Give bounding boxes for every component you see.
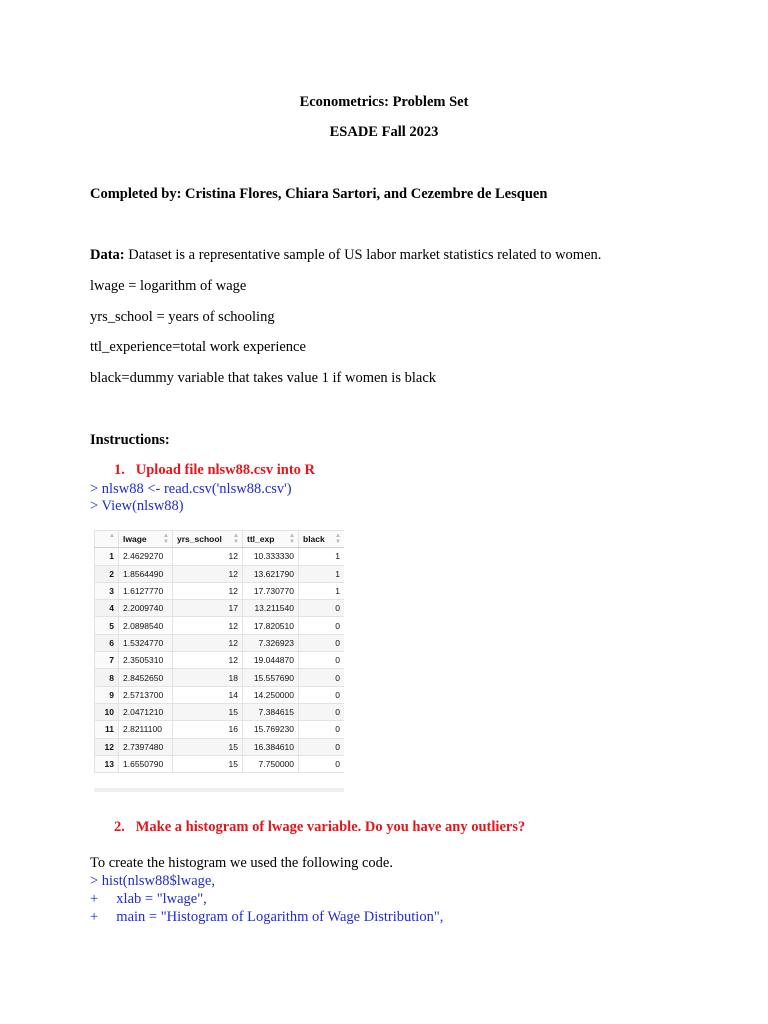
table-cell: 0 xyxy=(299,721,345,738)
row-index: 8 xyxy=(95,669,119,686)
table-row[interactable] xyxy=(95,634,345,651)
table-cell: 2.8211100 xyxy=(119,721,173,738)
table-cell: 12 xyxy=(173,617,243,634)
row-index: 10 xyxy=(95,703,119,720)
table-cell: 7.750000 xyxy=(243,755,299,772)
nlsw88-table xyxy=(94,530,344,773)
table-bottom-edge xyxy=(94,788,344,792)
table-cell: 0 xyxy=(299,755,345,772)
table-cell: 1.8564490 xyxy=(119,565,173,582)
table-cell: 1 xyxy=(299,565,345,582)
table-cell: 0 xyxy=(299,600,345,617)
table-cell: 15.557690 xyxy=(243,669,299,686)
table-cell: 1 xyxy=(299,548,345,565)
row-index: 12 xyxy=(95,738,119,755)
table-cell: 16 xyxy=(173,721,243,738)
table-row[interactable] xyxy=(95,617,345,634)
definition-lwage: lwage = logarithm of wage xyxy=(90,278,247,294)
table-cell: 12 xyxy=(173,634,243,651)
table-cell: 14.250000 xyxy=(243,686,299,703)
document-subtitle: ESADE Fall 2023 xyxy=(329,124,439,140)
table-cell: 1.6550790 xyxy=(119,755,173,772)
table-row[interactable] xyxy=(95,703,345,720)
table-row[interactable] xyxy=(95,582,345,599)
table-cell: 1.6127770 xyxy=(119,582,173,599)
sort-arrow-icon: ▲ xyxy=(109,533,115,539)
table-cell: 2.2009740 xyxy=(119,600,173,617)
table-cell: 0 xyxy=(299,617,345,634)
table-cell: 12 xyxy=(173,565,243,582)
row-index: 9 xyxy=(95,686,119,703)
row-index: 5 xyxy=(95,617,119,634)
step1-heading: 1. Upload file nlsw88.csv into R xyxy=(114,462,316,478)
row-index: 6 xyxy=(95,634,119,651)
table-cell: 0 xyxy=(299,634,345,651)
table-cell: 12 xyxy=(173,582,243,599)
step1-code-line-1: > nlsw88 <- read.csv('nlsw88.csv') xyxy=(90,481,292,497)
row-index: 1 xyxy=(95,548,119,565)
table-cell: 16.384610 xyxy=(243,738,299,755)
table-header-row xyxy=(95,531,345,548)
table-row[interactable] xyxy=(95,565,345,582)
table-cell: 15.769230 xyxy=(243,721,299,738)
table-cell: 12 xyxy=(173,548,243,565)
row-index: 4 xyxy=(95,600,119,617)
row-index: 13 xyxy=(95,755,119,772)
sort-arrow-icon: ▲ ▼ xyxy=(163,533,169,545)
table-cell: 2.8452650 xyxy=(119,669,173,686)
data-description xyxy=(90,247,601,264)
table-cell: 10.333330 xyxy=(243,548,299,565)
table-cell: 13.211540 xyxy=(243,600,299,617)
table-cell: 2.0471210 xyxy=(119,703,173,720)
step2-heading: 2. Make a histogram of lwage variable. Do you have any outliers? xyxy=(114,819,526,835)
table-cell: 0 xyxy=(299,686,345,703)
table-cell: 14 xyxy=(173,686,243,703)
table-row[interactable] xyxy=(95,652,345,669)
row-index: 7 xyxy=(95,652,119,669)
data-label: Data: xyxy=(90,247,125,263)
completed-by: Completed by: Cristina Flores, Chiara Sartori, and Cezembre de Lesquen xyxy=(90,186,548,202)
table-row[interactable] xyxy=(95,600,345,617)
column-header-black[interactable] xyxy=(299,531,345,548)
definition-yrs-school: yrs_school = years of schooling xyxy=(90,309,275,325)
table-cell: 2.4629270 xyxy=(119,548,173,565)
table-cell: 18 xyxy=(173,669,243,686)
instructions-heading: Instructions: xyxy=(90,432,170,448)
table-cell: 2.7397480 xyxy=(119,738,173,755)
column-header-label: ttl_exp xyxy=(247,534,275,545)
table-cell: 0 xyxy=(299,703,345,720)
table-cell: 0 xyxy=(299,669,345,686)
sort-arrow-icon: ▲ ▼ xyxy=(289,533,295,545)
table-row[interactable] xyxy=(95,548,345,565)
definition-ttl-experience: ttl_experience=total work experience xyxy=(90,339,306,355)
column-header-label: yrs_school xyxy=(177,534,222,545)
table-cell: 2.0898540 xyxy=(119,617,173,634)
table-cell: 15 xyxy=(173,703,243,720)
column-header-label: lwage xyxy=(123,534,147,545)
table-cell: 15 xyxy=(173,755,243,772)
column-header-label: black xyxy=(303,534,325,545)
table-cell: 17 xyxy=(173,600,243,617)
table-cell: 2.5713700 xyxy=(119,686,173,703)
table-cell: 1 xyxy=(299,582,345,599)
column-header-ttl-exp[interactable] xyxy=(243,531,299,548)
step2-code-line-2: + xlab = "lwage", xyxy=(90,891,207,907)
sort-arrow-icon: ▲ ▼ xyxy=(233,533,239,545)
table-body xyxy=(95,548,345,773)
table-cell: 19.044870 xyxy=(243,652,299,669)
table-cell: 13.621790 xyxy=(243,565,299,582)
step1-code-line-2: > View(nlsw88) xyxy=(90,498,184,514)
sort-arrow-icon: ▲ ▼ xyxy=(335,533,341,545)
table-row[interactable] xyxy=(95,721,345,738)
document-title: Econometrics: Problem Set xyxy=(299,94,469,110)
definition-black: black=dummy variable that takes value 1 if women is black xyxy=(90,370,437,386)
table-cell: 2.3505310 xyxy=(119,652,173,669)
column-header-yrs-school[interactable] xyxy=(173,531,243,548)
table-row[interactable] xyxy=(95,686,345,703)
table-cell: 17.820510 xyxy=(243,617,299,634)
column-header-index[interactable] xyxy=(95,531,119,548)
table-cell: 7.384615 xyxy=(243,703,299,720)
table-cell: 17.730770 xyxy=(243,582,299,599)
table-row[interactable] xyxy=(95,738,345,755)
data-viewer-table xyxy=(94,530,344,792)
step2-code-line-1: > hist(nlsw88$lwage, xyxy=(90,873,215,889)
step2-intro: To create the histogram we used the following code. xyxy=(90,855,393,871)
table-cell: 0 xyxy=(299,652,345,669)
row-index: 11 xyxy=(95,721,119,738)
row-index: 3 xyxy=(95,582,119,599)
row-index: 2 xyxy=(95,565,119,582)
table-cell: 7.326923 xyxy=(243,634,299,651)
column-header-lwage[interactable] xyxy=(119,531,173,548)
table-cell: 0 xyxy=(299,738,345,755)
table-row[interactable] xyxy=(95,755,345,772)
data-description-text: Dataset is a representative sample of US labor market statistics related to women. xyxy=(124,247,602,263)
table-row[interactable] xyxy=(95,669,345,686)
step2-code-line-3: + main = "Histogram of Logarithm of Wage Distribution", xyxy=(90,909,444,925)
table-cell: 12 xyxy=(173,652,243,669)
table-cell: 15 xyxy=(173,738,243,755)
table-cell: 1.5324770 xyxy=(119,634,173,651)
